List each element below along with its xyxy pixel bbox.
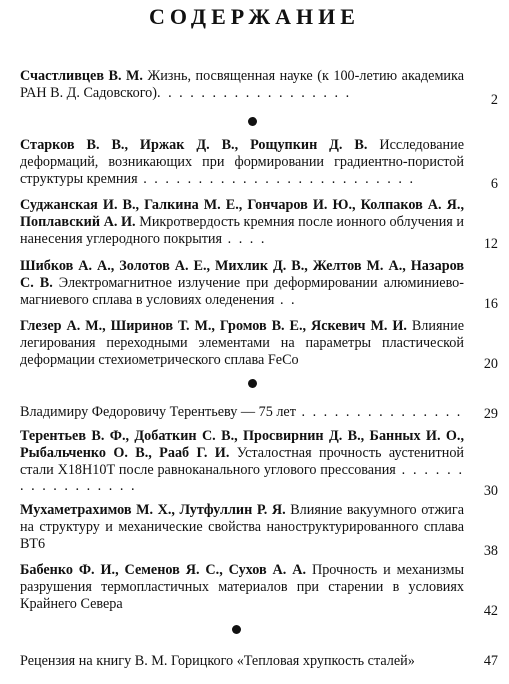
entry-title: Владимиру Федоровичу Терентьеву — 75 лет	[20, 404, 296, 420]
toc-entry[interactable]	[20, 318, 464, 368]
entry-authors: Счастливцев В. М.	[20, 68, 143, 84]
leader-dots: . . . .	[222, 230, 267, 247]
leader-dots: . . . . . . . . . . . . . . . . . .	[156, 84, 352, 101]
entry-title: Исследование деформаций, возникающих при формировании градиентно-пористой структуры кремния	[20, 137, 465, 187]
entry-title: Влияние легирования переходными элементами на параметры пластической деформации стехиометрического сплава FeCo	[20, 318, 464, 368]
leader-dots: . . . . . . . . . . . . . . . . .	[20, 461, 465, 495]
leader-dots: . . . . . . . . . . . . . . . . . . . . . . . . .	[137, 170, 415, 187]
entry-authors: Шибков А. А., Золотов А. Е., Михлик Д. В., Желтов М. А., Назаров С. В.	[20, 258, 464, 291]
toc-entry[interactable]	[20, 258, 464, 308]
toc-entry[interactable]	[20, 137, 464, 187]
section-separator-bullet	[232, 625, 241, 634]
entry-page-number: 2	[490, 92, 498, 108]
entry-authors: Мухаметрахимов М. Х., Лутфуллин Р. Я.	[20, 502, 286, 518]
section-separator-bullet	[248, 379, 257, 388]
section-separator-bullet	[248, 117, 257, 126]
leader-dots: . .	[274, 291, 297, 308]
toc-entry[interactable]	[20, 562, 464, 612]
entry-page-number: 6	[490, 176, 498, 192]
entry-title: Жизнь, посвященная науке (к 100-летию академика РАН В. Д. Садовского)	[20, 68, 464, 101]
toc-entry[interactable]	[20, 68, 464, 102]
entry-title: Прочность и механизмы разрушения термопластичных материалов при старении в условиях Крайнего Севера	[20, 562, 464, 612]
entry-authors: Старков В. В., Иржак Д. В., Рощупкин Д. В.	[20, 137, 368, 153]
entry-page-number: 42	[483, 603, 498, 619]
entry-page-number: 16	[483, 296, 498, 312]
toc-entry[interactable]	[20, 197, 464, 247]
entry-authors: Глезер А. М., Ширинов Т. М., Громов В. Е., Яскевич М. И.	[20, 318, 407, 334]
entry-title: Микротвердость кремния после ионного облучения и нанесения углеродного покрытия	[20, 213, 465, 247]
entry-page-number: 30	[483, 483, 498, 499]
entry-authors: Суджанская И. В., Галкина М. Е., Гончаров И. Ю., Колпаков А. Я., Поплавский А. И.	[20, 197, 464, 230]
page-title: СОДЕРЖАНИЕ	[149, 4, 360, 29]
entry-authors: Терентьев В. Ф., Добаткин С. В., Просвирнин Д. В., Банных И. О., Рыбальченко О. В., Рааб Г. И.	[20, 428, 464, 461]
toc-entry[interactable]	[20, 502, 464, 552]
entry-page-number: 20	[483, 356, 498, 372]
entry-title: Рецензия на книгу В. М. Горицкого «Тепловая хрупкость сталей»	[20, 653, 415, 669]
toc-entry[interactable]	[20, 428, 464, 495]
entry-page-number: 38	[483, 543, 498, 559]
entry-authors: Бабенко Ф. И., Семенов Я. С., Сухов А. А.	[20, 562, 307, 578]
entry-title: Электромагнитное излучение при деформировании алюминиево-магниевого сплава в условиях оледенения	[20, 274, 464, 308]
entry-title: Усталостная прочность аустенитной стали Х18Н10Т после равноканального углового прессования	[20, 444, 465, 478]
entry-page-number: 12	[483, 236, 498, 252]
entry-page-number: 47	[483, 653, 498, 669]
leader-dots: . . . . . . . . . . . . . . .	[295, 404, 463, 420]
toc-entry[interactable]	[20, 404, 464, 421]
toc-entry[interactable]	[20, 653, 464, 670]
entry-title: Влияние вакуумного отжига на структуру и механические свойства наноструктурированного сплава ВТ6	[20, 502, 464, 552]
entry-page-number: 29	[483, 406, 498, 422]
